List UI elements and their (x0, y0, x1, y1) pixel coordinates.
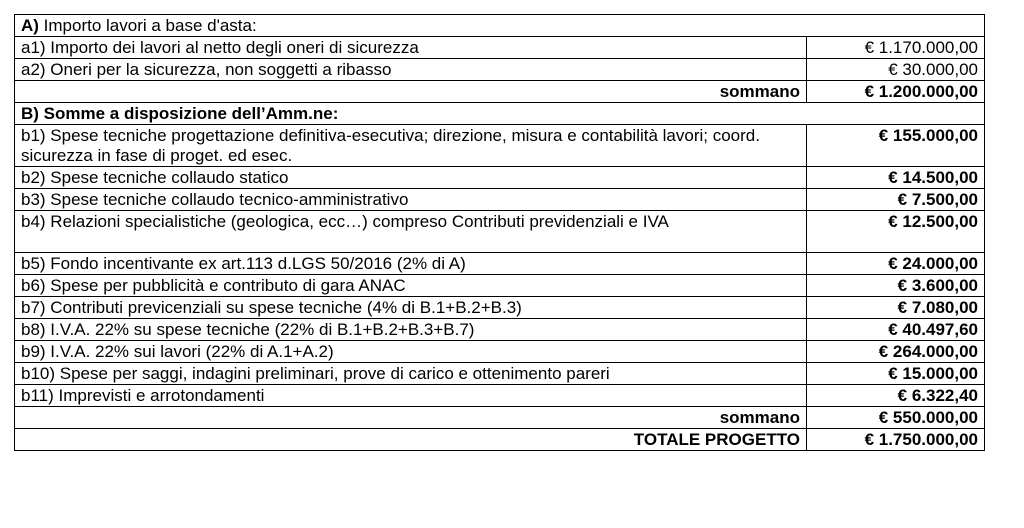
project-total-label: TOTALE PROGETTO (15, 429, 807, 451)
section-b-subtotal-amount: € 550.000,00 (807, 407, 985, 429)
row-b2-description: b2) Spese tecniche collaudo statico (15, 167, 807, 189)
row-b4-description: b4) Relazioni specialistiche (geologica, ecc…) compreso Contributi previdenziali e IVA (15, 211, 807, 253)
budget-table (14, 14, 985, 451)
row-b6-amount: € 3.600,00 (807, 275, 985, 297)
row-b7-description: b7) Contributi previcenziali su spese tecniche (4% di B.1+B.2+B.3) (15, 297, 807, 319)
row-b11-amount: € 6.322,40 (807, 385, 985, 407)
budget-sheet (14, 14, 984, 451)
table-row-b4 (15, 211, 985, 253)
table-row-a1 (15, 37, 985, 59)
row-b9-description: b9) I.V.A. 22% sui lavori (22% di A.1+A.2) (15, 341, 807, 363)
section-b-subtotal-row (15, 407, 985, 429)
row-b5-description: b5) Fondo incentivante ex art.113 d.LGS 50/2016 (2% di A) (15, 253, 807, 275)
section-a-title: Importo lavori a base d'asta: (38, 16, 257, 35)
row-b7-amount: € 7.080,00 (807, 297, 985, 319)
row-b11-description: b11) Imprevisti e arrotondamenti (15, 385, 807, 407)
project-total-row (15, 429, 985, 451)
section-a-subtotal-label: sommano (15, 81, 807, 103)
section-a-subtotal-row (15, 81, 985, 103)
row-b3-description: b3) Spese tecniche collaudo tecnico-amministrativo (15, 189, 807, 211)
table-row-b11 (15, 385, 985, 407)
row-a1-description: a1) Importo dei lavori al netto degli oneri di sicurezza (15, 37, 807, 59)
table-row-b6 (15, 275, 985, 297)
table-row-b1 (15, 125, 985, 167)
table-row-b5 (15, 253, 985, 275)
section-b-title: B) Somme a disposizione dell’Amm.ne: (15, 103, 985, 125)
row-a2-description: a2) Oneri per la sicurezza, non soggetti a ribasso (15, 59, 807, 81)
row-b10-amount: € 15.000,00 (807, 363, 985, 385)
row-b6-description: b6) Spese per pubblicità e contributo di gara ANAC (15, 275, 807, 297)
table-row-a2 (15, 59, 985, 81)
table-row-b10 (15, 363, 985, 385)
section-a-header-row (15, 15, 985, 37)
row-b2-amount: € 14.500,00 (807, 167, 985, 189)
row-b1-description: b1) Spese tecniche progettazione definitiva-esecutiva; direzione, misura e contabilità lavori; coord. sicurezza in fase di proget. ed esec. (15, 125, 807, 167)
section-b-header-row (15, 103, 985, 125)
section-a-header (15, 15, 985, 37)
row-b5-amount: € 24.000,00 (807, 253, 985, 275)
table-row-b7 (15, 297, 985, 319)
row-b8-amount: € 40.497,60 (807, 319, 985, 341)
row-b8-description: b8) I.V.A. 22% su spese tecniche (22% di B.1+B.2+B.3+B.7) (15, 319, 807, 341)
row-a2-amount: € 30.000,00 (807, 59, 985, 81)
table-row-b3 (15, 189, 985, 211)
row-b9-amount: € 264.000,00 (807, 341, 985, 363)
table-row-b9 (15, 341, 985, 363)
table-row-b2 (15, 167, 985, 189)
section-a-subtotal-amount: € 1.200.000,00 (807, 81, 985, 103)
row-b10-description: b10) Spese per saggi, indagini preliminari, prove di carico e ottenimento pareri (15, 363, 807, 385)
row-b1-amount: € 155.000,00 (807, 125, 985, 167)
project-total-amount: € 1.750.000,00 (807, 429, 985, 451)
table-row-b8 (15, 319, 985, 341)
row-a1-amount: € 1.170.000,00 (807, 37, 985, 59)
row-b3-amount: € 7.500,00 (807, 189, 985, 211)
section-a-letter: A) (21, 16, 39, 35)
section-b-subtotal-label: sommano (15, 407, 807, 429)
row-b4-amount: € 12.500,00 (807, 211, 985, 253)
